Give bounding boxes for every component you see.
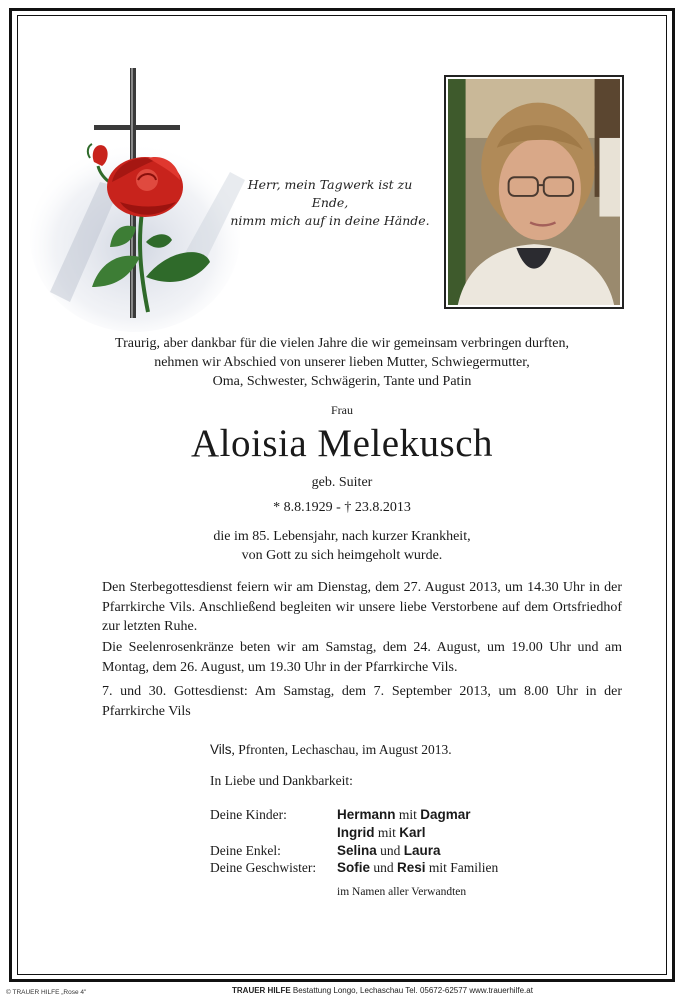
child-2-partner: Karl — [399, 825, 426, 840]
child-1: Hermann — [337, 807, 396, 822]
siblings-suffix: mit Familien — [425, 860, 499, 875]
sibling-2: Resi — [397, 860, 426, 875]
birth-name: geb. Suiter — [311, 475, 373, 490]
closing-line: In Liebe und Dankbarkeit: — [210, 773, 353, 788]
intro-line-2: nehmen wir Abschied von unserer lieben Mutter, Schwiegermutter, — [154, 355, 530, 370]
deceased-name: Aloisia Melekusch — [190, 422, 494, 465]
funeral-service-paragraph: Den Sterbegottesdienst feiern wir am Dienstag, dem 27. August 2013, um 14.30 Uhr in der Pfarrkirche Vils. Anschließend begleiten wir unsere liebe Verstorbene auf dem Ortsfriedhof zur letzten Ruhe. — [102, 580, 622, 634]
child-2-conj: mit — [374, 825, 400, 840]
family-siblings-row — [210, 860, 630, 878]
rosary-paragraph: Die Seelenrosenkränze beten wir am Samstag, dem 24. August, um 19.00 Uhr und am Montag, dem 26. August, um 19.30 Uhr in der Pfarrkirche Vils. — [102, 640, 622, 675]
life-dates: * 8.8.1929 - † 23.8.2013 — [273, 500, 411, 515]
portrait-photo — [448, 79, 620, 305]
relatives-note: im Namen aller Verwandten — [337, 886, 467, 898]
place-date — [210, 742, 452, 758]
intro-text — [60, 334, 624, 391]
family-children-row — [210, 807, 630, 825]
honorific: Frau — [331, 403, 353, 417]
footer-brand: TRAUER HILFE — [232, 986, 291, 995]
memorial-mass-paragraph: 7. und 30. Gottesdienst: Am Samstag, dem 7. September 2013, um 8.00 Uhr in der Pfarrkirche Vils — [102, 684, 622, 719]
children-value-2 — [337, 825, 426, 841]
place-town: Vils — [210, 742, 232, 757]
grandchild-conj: und — [376, 843, 404, 858]
footer-copyright: © TRAUER HILFE „Rose 4" — [6, 989, 87, 996]
grandchildren-value — [337, 843, 441, 859]
quote-line-2: nimm mich auf in deine Hände. — [230, 213, 430, 228]
siblings-label: Deine Geschwister: — [210, 860, 317, 875]
sibling-conj: und — [370, 860, 398, 875]
child-2: Ingrid — [337, 825, 375, 840]
child-1-conj: mit — [395, 807, 421, 822]
children-label: Deine Kinder: — [210, 807, 287, 822]
grandchild-2: Laura — [403, 843, 441, 858]
grandchild-1: Selina — [337, 843, 377, 858]
siblings-value — [337, 860, 498, 876]
family-grandchildren-row — [210, 843, 630, 861]
children-value-1 — [337, 807, 471, 823]
child-1-partner: Dagmar — [420, 807, 471, 822]
footer-contact: Bestattung Longo, Lechaschau Tel. 05672-62577 www.trauerhilfe.at — [290, 986, 533, 995]
footer-info — [232, 986, 533, 995]
portrait-frame — [444, 75, 624, 309]
quote — [230, 176, 430, 230]
sibling-1: Sofie — [337, 860, 371, 875]
death-note-line-2: von Gott zu sich heimgeholt wurde. — [241, 548, 443, 563]
intro-line-1: Traurig, aber dankbar für die vielen Jahre die wir gemeinsam verbringen durften, — [115, 336, 569, 351]
grandchildren-label: Deine Enkel: — [210, 843, 281, 858]
intro-line-3: Oma, Schwester, Schwägerin, Tante und Patin — [212, 374, 472, 389]
quote-line-1: Herr, mein Tagwerk ist zu Ende, — [247, 177, 413, 210]
death-note-line-1: die im 85. Lebensjahr, nach kurzer Krankheit, — [213, 529, 471, 544]
place-rest: , Pfronten, Lechaschau, im August 2013. — [231, 742, 452, 757]
family-children-row-2 — [210, 825, 630, 843]
cross-rose-image — [30, 62, 255, 352]
death-note — [60, 527, 624, 565]
